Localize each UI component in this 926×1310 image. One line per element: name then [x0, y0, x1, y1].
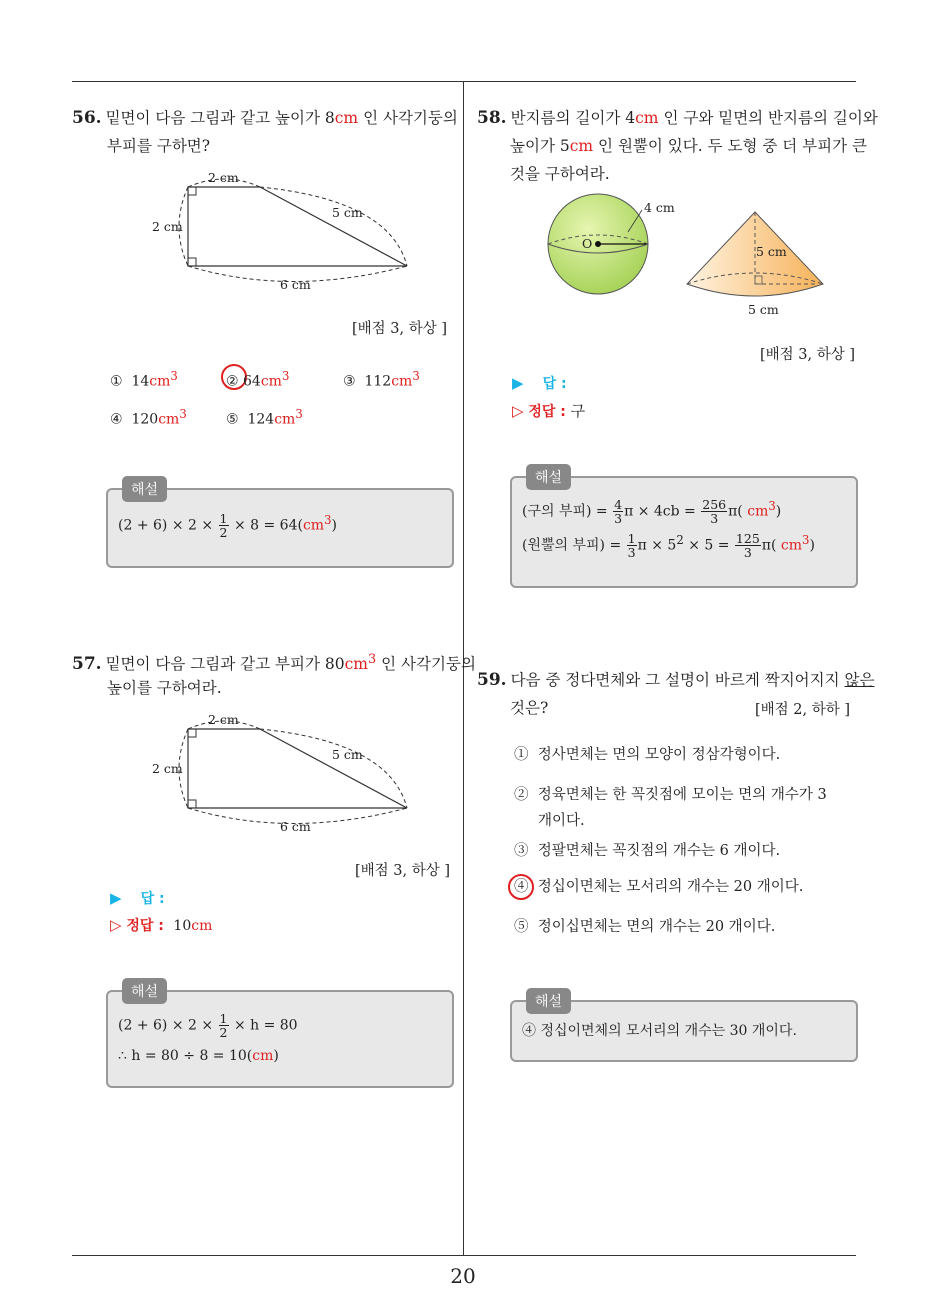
q58-line3: 것을 구하여라.	[510, 165, 610, 183]
q58-explanation-line1: (구의 부피) = $\frac{4}{3}$ π × 4cb = $\frac{256}{3}$ π( $cm^3$)	[522, 497, 782, 526]
q58-label-sphere-radius: 4 cm	[644, 200, 675, 215]
q58-sphere-cone-figure	[540, 192, 840, 322]
q56-label-bottom: 6 cm	[280, 277, 311, 292]
q56-trapezoid-figure	[140, 165, 420, 295]
q58-answer-row[interactable]: ▶ 답 :	[512, 374, 567, 392]
q56-explanation-box	[106, 482, 454, 568]
q57-trapezoid-figure	[140, 707, 420, 837]
play-icon: ▶	[512, 374, 524, 392]
q56-label-slant: 5 cm	[332, 205, 363, 220]
top-rule	[72, 81, 856, 82]
q56-choice-1[interactable]: ① $14cm^3$	[110, 369, 178, 390]
q56-label-top: 2 cm	[208, 170, 239, 185]
q58-label-center: O	[582, 236, 593, 251]
q56-choice-2[interactable]: ② $64cm^3$	[226, 369, 290, 390]
q59-score: [배점 2, 하하 ]	[755, 702, 851, 718]
q58-explanation-box	[510, 470, 858, 588]
q58-correct-row: ▷ 정답 : 구	[512, 402, 586, 420]
q57-line1: 57. 밑면이 다음 그림과 같고 부피가 $80cm^3$ 인 사각기둥의	[72, 652, 476, 675]
outline-play-icon: ▷	[110, 916, 122, 934]
q58-number: 58.	[477, 108, 507, 128]
q57-label-left: 2 cm	[152, 761, 183, 776]
outline-play-icon: ▷	[512, 402, 524, 420]
q59-explanation-tag: 해설	[526, 988, 571, 1014]
q57-explanation-box	[106, 984, 454, 1088]
q56-label-left: 2 cm	[152, 219, 183, 234]
q56-choice-3[interactable]: ③ $112cm^3$	[343, 369, 420, 390]
q56-line2: 부피를 구하면?	[107, 137, 211, 155]
q57-explanation-line2: ∴ h = 80 ÷ 8 = 10(cm)	[118, 1048, 279, 1064]
q59-number: 59.	[477, 670, 507, 690]
q57-number: 57.	[72, 654, 102, 675]
q57-line2: 높이를 구하여라.	[107, 679, 222, 697]
q56-explanation-tag: 해설	[122, 476, 167, 502]
q57-correct-row: ▷ 정답 : 10cm	[110, 916, 213, 934]
q58-explanation-tag: 해설	[526, 464, 571, 490]
q58-label-cone-radius: 5 cm	[748, 302, 779, 317]
q59-option-2-cont: 개이다.	[538, 813, 585, 829]
q57-explanation-line1: (2 + 6) × 2 × $\frac{1}{2}$ × h = 80	[118, 1011, 298, 1040]
bottom-rule	[72, 1255, 856, 1256]
q59-line1: 59. 다음 중 정다면체와 그 설명이 바르게 짝지어지지 않은	[477, 670, 875, 690]
q59-option-4[interactable]: ④ 정십이면체는 모서리의 개수는 20 개이다.	[514, 879, 804, 895]
q58-explanation-line2: (원뿔의 부피) = $\frac{1}{3}$ $\pi \times 5^2 \times 5$ = $\frac{125}{3}$ π( $cm^3$)	[522, 531, 815, 560]
q58-label-cone-height: 5 cm	[756, 244, 787, 259]
q59-option-5[interactable]: ⑤ 정이십면체는 면의 개수는 20 개이다.	[514, 919, 776, 935]
q59-option-2[interactable]: ② 정육면체는 한 꼭짓점에 모이는 면의 개수가 3	[514, 787, 827, 803]
q57-score: [배점 3, 하상 ]	[355, 863, 451, 879]
q57-explanation-tag: 해설	[122, 978, 167, 1004]
q56-explanation-line: (2 + 6) × 2 × $\frac{1}{2}$ × $8 = 64(cm^3)$	[118, 511, 337, 540]
q58-line1: 58. 반지름의 길이가 4cm 인 구와 밑면의 반지름의 길이와	[477, 108, 878, 128]
q59-explanation-box	[510, 994, 858, 1062]
q57-label-bottom: 6 cm	[280, 819, 311, 834]
q56-line1: 56. 밑면이 다음 그림과 같고 높이가 8cm 인 사각기둥의	[72, 108, 458, 128]
play-icon: ▶	[110, 889, 122, 907]
q56-choice-4[interactable]: ④ $120cm^3$	[110, 407, 187, 428]
q59-line2: 것은?	[510, 699, 549, 717]
page-number: 20	[450, 1264, 476, 1288]
q56-choice-5[interactable]: ⑤ $124cm^3$	[226, 407, 303, 428]
q56-number: 56.	[72, 108, 102, 128]
q58-line2: 높이가 5cm 인 원뿔이 있다. 두 도형 중 더 부피가 큰	[510, 137, 867, 155]
q59-option-1[interactable]: ① 정사면체는 면의 모양이 정삼각형이다.	[514, 747, 781, 763]
q56-score: [배점 3, 하상 ]	[352, 321, 448, 337]
q59-explanation-line: ④ 정십이면체의 모서리의 개수는 30 개이다.	[522, 1023, 797, 1039]
q57-answer-row[interactable]: ▶ 답 :	[110, 889, 165, 907]
q57-label-top: 2 cm	[208, 712, 239, 727]
q58-score: [배점 3, 하상 ]	[760, 347, 856, 363]
q57-label-slant: 5 cm	[332, 747, 363, 762]
q59-option-3[interactable]: ③ 정팔면체는 꼭짓점의 개수는 6 개이다.	[514, 843, 781, 859]
